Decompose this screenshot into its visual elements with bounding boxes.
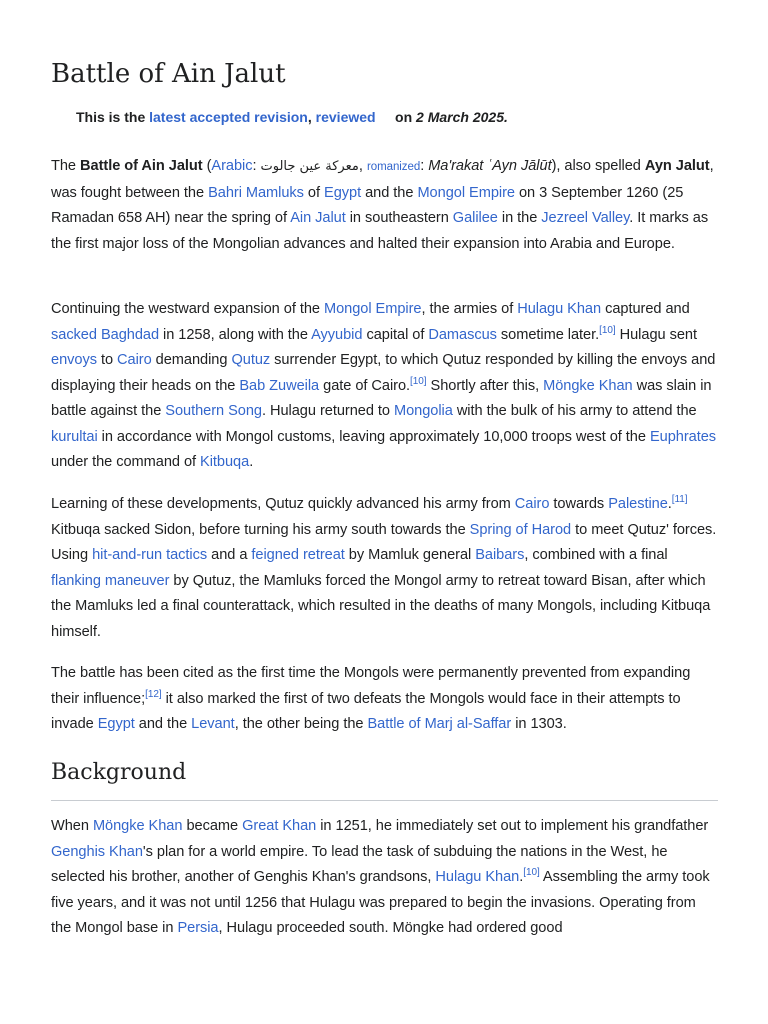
link-feigned-retreat[interactable]: feigned retreat (251, 547, 345, 563)
link-ain-jalut[interactable]: Ain Jalut (290, 210, 346, 226)
link-egypt[interactable]: Egypt (324, 184, 362, 201)
citation-link[interactable]: [10] (523, 867, 540, 879)
link-battle-of-marj-al-saffar[interactable]: Battle of Marj al-Saffar (367, 716, 512, 732)
arabic-name: معركة عين جالوت (260, 159, 359, 174)
intro-paragraph-2: Continuing the westward expansion of the Mongol Empire, the armies of Hulagu Khan captured and sacked Baghdad in 1258, along with the Ayyubid capital of Damascus sometime later.[10] Hulagu sent envoys to Cairo demanding Qutuz surrender Egypt, to which Qutuz responded by killing the envoys and displaying their heads on the Bab Zuweila gate of Cairo.[10] Shortly after this, Möngke Khan was slain in battle against the Southern Song. Hulagu returned to Mongolia with the bulk of his army to attend the kurultai in accordance with Mongol customs, leaving approximately 10,000 troops west of the Euphrates under the command of Kitbuqa. (51, 301, 717, 470)
link-euphrates[interactable]: Euphrates (649, 428, 717, 445)
section-heading-background: Background (51, 757, 718, 801)
link-romanized[interactable]: romanized (366, 161, 421, 173)
citation-link[interactable]: [10] (410, 375, 427, 387)
citation-link[interactable]: [12] (145, 688, 162, 700)
link-southern-song[interactable]: Southern Song (165, 403, 262, 419)
citation-link[interactable]: [10] (599, 324, 616, 336)
link-sacked-baghdad[interactable]: sacked Baghdad (51, 326, 160, 343)
link-envoys[interactable]: envoys (51, 352, 97, 368)
revision-prefix: This is the (76, 109, 146, 125)
link-mongol-empire[interactable]: Mongol Empire (417, 184, 515, 201)
citation-link[interactable]: [11] (671, 494, 688, 506)
background-paragraph-1: When Möngke Khan became Great Khan in 1251, he immediately set out to implement his grandfather Genghis Khan's plan for a world empire. To lead the task of subduing the nations in the West, he selected his brother, another of Genghis Khan's grandsons, Hulagu Khan.[10] Assembling the army took five years, and it was not until 1256 that Hulagu was prepared to begin the invasions. Operating from the Mongol base in Persia, Hulagu proceeded south. Möngke had ordered good (51, 818, 710, 936)
link-cairo[interactable]: Cairo (117, 352, 152, 368)
revision-notice: This is the latest accepted revision, reviewed on 2 March 2025. (76, 109, 508, 125)
link-genghis-khan[interactable]: Genghis Khan (51, 843, 143, 860)
link-flanking-maneuver[interactable]: flanking maneuver (51, 572, 170, 589)
latest-revision-link[interactable]: latest accepted revision (149, 109, 308, 125)
link-kitbuqa[interactable]: Kitbuqa (200, 454, 250, 470)
link-hulagu-khan[interactable]: Hulagu Khan (435, 869, 520, 885)
page-title: Battle of Ain Jalut (51, 59, 286, 89)
link-kurultai[interactable]: kurultai (51, 428, 98, 445)
revision-date: 2 March 2025. (416, 109, 508, 125)
link-baibars[interactable]: Baibars (475, 547, 525, 563)
link-mongolia[interactable]: Mongolia (393, 403, 453, 419)
link-egypt[interactable]: Egypt (97, 716, 135, 732)
link-spring-of-harod[interactable]: Spring of Harod (469, 521, 572, 538)
link-mongke-khan[interactable]: Möngke Khan (543, 377, 633, 394)
link-mongol-empire[interactable]: Mongol Empire (323, 301, 422, 317)
link-mongke-khan[interactable]: Möngke Khan (92, 818, 183, 834)
link-hulagu-khan[interactable]: Hulagu Khan (517, 301, 602, 317)
link-hit-and-run-tactics[interactable]: hit-and-run tactics (92, 547, 208, 563)
link-persia[interactable]: Persia (177, 920, 219, 936)
intro-paragraph-1: The Battle of Ain Jalut (Arabic: معركة عين جالوت, romanized: Ma'rakat ʿAyn Jālūt), also spelled Ayn Jalut, was fought between the Bahri Mamluks of Egypt and the Mongol Empire on 3 September 1260 (25 Ramadan 658 AH) near the spring of Ain Jalut in southeastern Galilee in the Jezreel Valley. It marks as the first major loss of the Mongolian advances and halted their expansion into Arabia and Europe. (51, 158, 714, 252)
link-great-khan[interactable]: Great Khan (242, 818, 317, 834)
link-ayyubid[interactable]: Ayyubid (311, 326, 363, 343)
intro-paragraph-3: Learning of these developments, Qutuz quickly advanced his army from Cairo towards Palestine.[11] Kitbuqa sacked Sidon, before turning his army south towards the Spring of Harod to meet Qutuz' forces. Using hit-and-run tactics and a feigned retreat by Mamluk general Baibars, combined with a final flanking maneuver by Qutuz, the Mamluks forced the Mongol army to retreat toward Bisan, after which the Mamluks led a final counterattack, which resulted in the deaths of many Mongols, including Kitbuqa himself. (51, 494, 717, 640)
link-arabic[interactable]: Arabic (211, 158, 253, 174)
link-cairo[interactable]: Cairo (514, 496, 550, 512)
intro-paragraph-4: The battle has been cited as the first time the Mongols were permanently prevented from expanding their influence;[12] it also marked the first of two defeats the Mongols would face in their attempts to invade Egypt and the Levant, the other being the Battle of Marj al-Saffar in 1303. (51, 665, 691, 732)
link-jezreel-valley[interactable]: Jezreel Valley (541, 210, 630, 226)
link-galilee[interactable]: Galilee (452, 210, 498, 226)
link-qutuz[interactable]: Qutuz (231, 352, 271, 368)
reviewed-link[interactable]: reviewed (315, 109, 376, 125)
link-damascus[interactable]: Damascus (428, 326, 497, 343)
link-bahri-mamluks[interactable]: Bahri Mamluks (208, 184, 304, 201)
link-palestine[interactable]: Palestine (608, 496, 668, 512)
link-bab-zuweila[interactable]: Bab Zuweila (239, 377, 320, 394)
link-levant[interactable]: Levant (191, 716, 235, 732)
